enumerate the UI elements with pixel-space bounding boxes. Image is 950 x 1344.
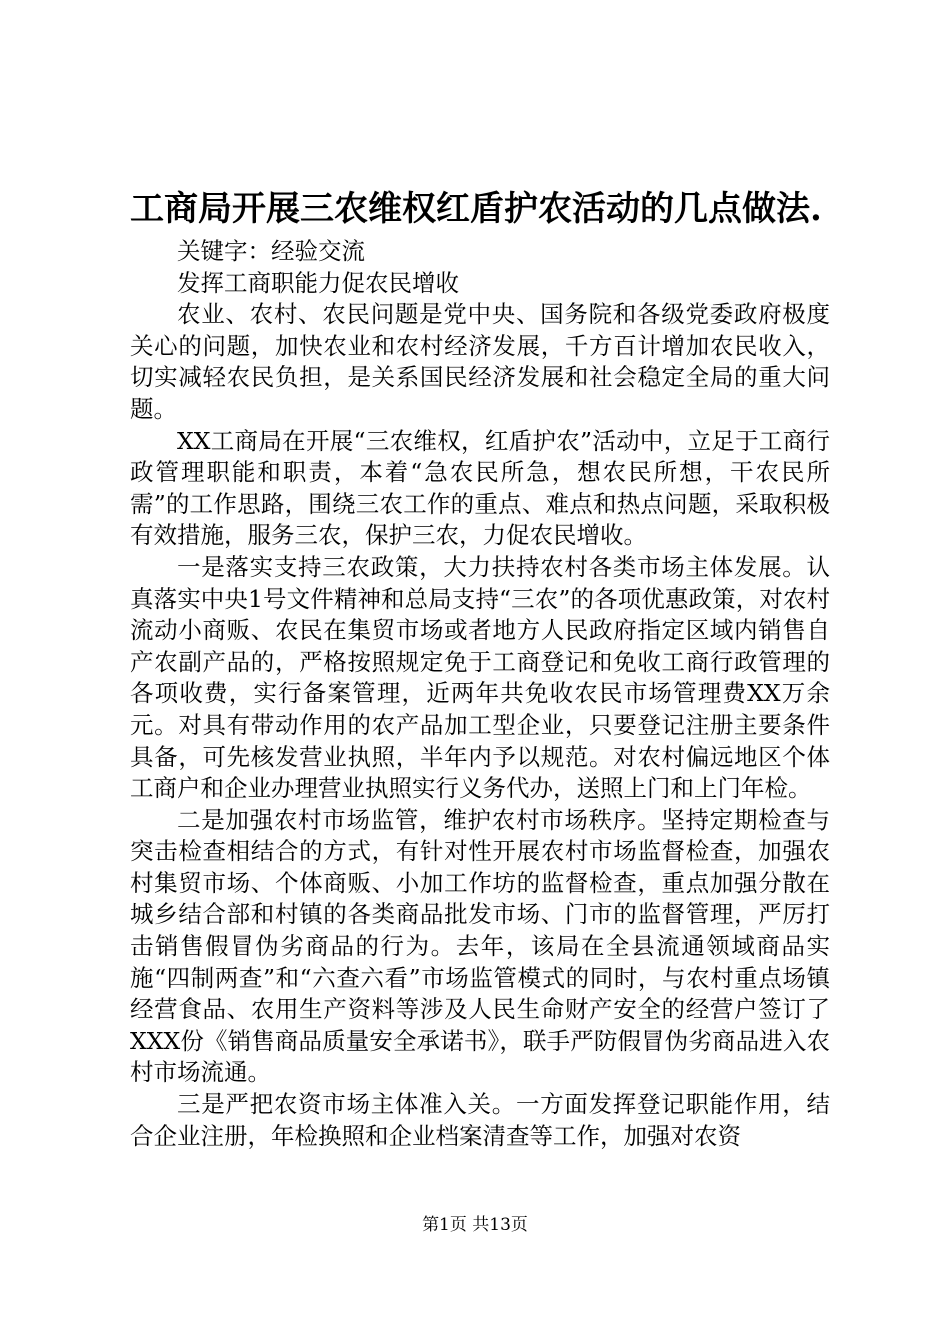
paragraph-3: 一是落实支持三农政策，大力扶持农村各类市场主体发展。认真落实中央1号文件精神和总局支持“三农”的各项优惠政策，对农村流动小商贩、农民在集贸市场或者地方人民政府指定区域内销售自产农副产品的，严格按照规定免于工商登记和免收工商行政管理的各项收费，实行备案管理，近两年共免收农民市场管理费XX万余元。对具有带动作用的农产品加工型企业，只要登记注册主要条件具备，可先核发营业执照，半年内予以规范。对农村偏远地区个体工商户和企业办理营业执照实行义务代办，送照上门和上门年检。 bbox=[130, 552, 830, 803]
paragraph-2: XX工商局在开展“三农维权，红盾护农”活动中，立足于工商行政管理职能和职责，本着“急农民所急，想农民所想，干农民所需”的工作思路，围绕三农工作的重点、难点和热点问题，采取积极有效措施，服务三农，保护三农，力促农民增收。 bbox=[130, 426, 830, 550]
paragraph-1: 农业、农村、农民问题是党中央、国务院和各级党委政府极度关心的问题，加快农业和农村经济发展，千方百计增加农民收入，切实减轻农民负担，是关系国民经济发展和社会稳定全局的重大问题。 bbox=[130, 300, 830, 423]
document-body bbox=[130, 236, 830, 1152]
keywords-line: 关键字：经验交流 bbox=[177, 237, 365, 265]
document-title: 工商局开展三农维权红盾护农活动的几点做法. bbox=[130, 189, 822, 229]
document-subtitle: 发挥工商职能力促农民增收 bbox=[177, 268, 459, 297]
paragraph-4: 二是加强农村市场监管，维护农村市场秩序。坚持定期检查与突击检查相结合的方式，有针对性开展农村市场监督检查，加强农村集贸市场、个体商贩、小加工作坊的监督检查，重点加强分散在城乡结合部和村镇的各类商品批发市场、门市的监督管理，严厉打击销售假冒伪劣商品的行为。去年，该局在全县流通领域商品实施“四制两查”和“六查六看”市场监管模式的同时，与农村重点场镇经营食品、农用生产资料等涉及人民生命财产安全的经营户签订了XXX份《销售商品质量安全承诺书》，联手严防假冒伪劣商品进入农村市场流通。 bbox=[130, 805, 830, 1087]
page-footer: 第1页 共13页 bbox=[422, 1215, 528, 1235]
paragraph-5: 三是严把农资市场主体准入关。一方面发挥登记职能作用，结合企业注册，年检换照和企业档案清查等工作，加强对农资 bbox=[130, 1090, 830, 1150]
